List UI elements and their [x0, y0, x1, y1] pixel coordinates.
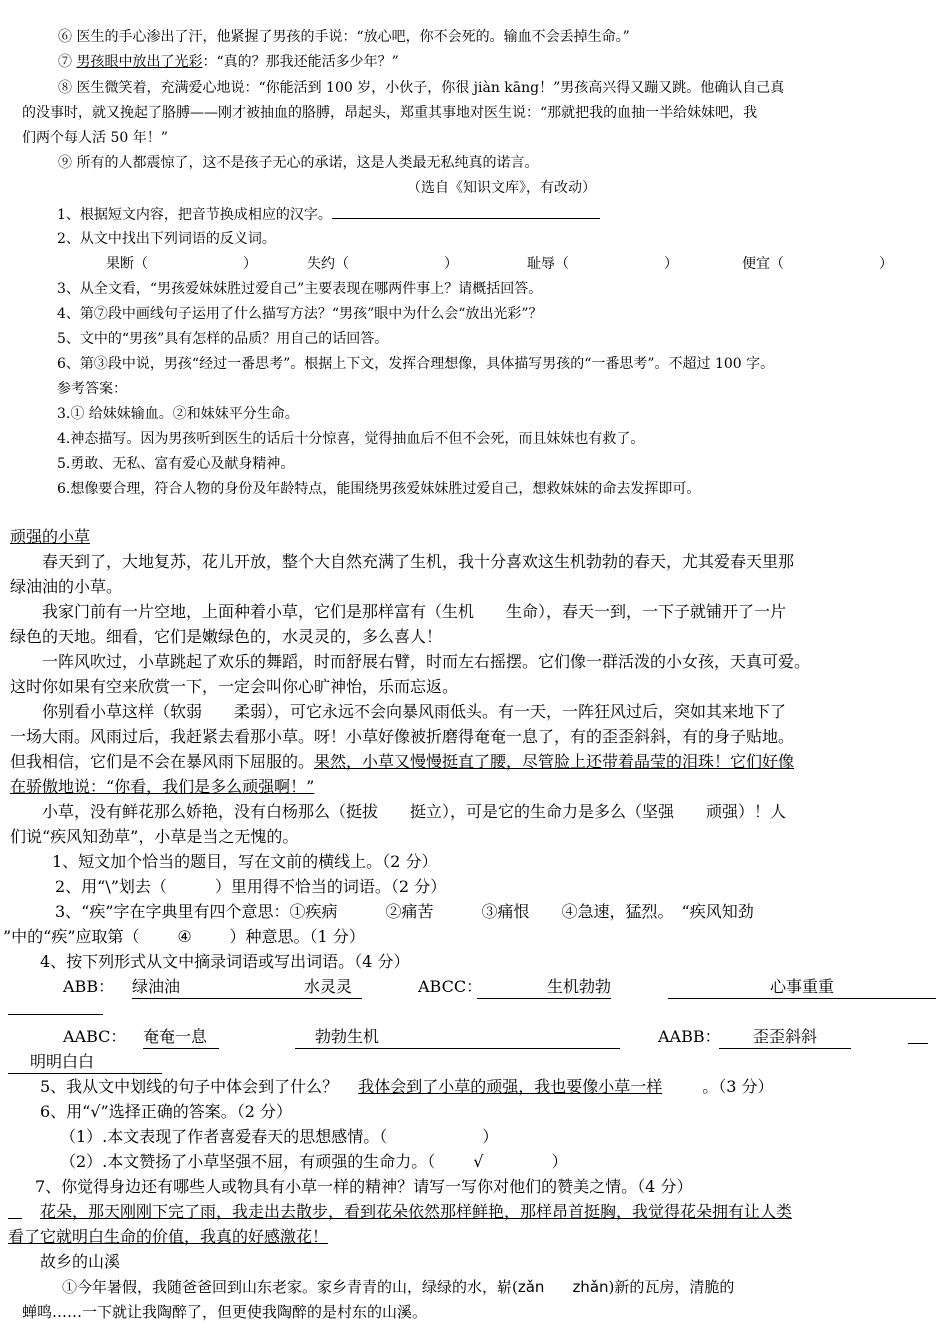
passage-2-line: [10, 776, 314, 798]
question-2: 2、从文中找出下列词语的反义词。: [57, 231, 276, 247]
abcc-answer-2[interactable]: [668, 976, 936, 999]
question-1-text: 1、根据短文内容，把音节换成相应的汉字。: [57, 207, 332, 223]
passage-3-title: 故乡的山溪: [40, 1252, 121, 1271]
abb-label: ABB：: [63, 977, 115, 996]
option-text: （2）.本文赞扬了小草坚强不屈，有顽强的生命力。（: [60, 1152, 436, 1171]
answer-text: 心事重重: [668, 976, 936, 999]
passage-2-line: 你别看小草这样（软弱 柔弱），可它永远不会向暴风雨低头。有一天，一阵狂风过后，突如其来地下了: [42, 702, 787, 721]
q6-option-2[interactable]: [60, 1151, 568, 1173]
paragraph-9: ⑨ 所有的人都震惊了，这不是孩子无心的承诺，这是人类最无私纯真的诺言。: [58, 155, 539, 171]
antonym-word: 便宜（: [742, 256, 784, 272]
p2-question-4: 4、按下列形式从文中摘录词语或写出词语。（4 分）: [40, 952, 410, 971]
aabb-label: AABB：: [658, 1027, 721, 1046]
antonym-3: [527, 254, 678, 274]
antonym-word: 失约（: [307, 256, 349, 272]
p2-question-1: 1、短文加个恰当的题目，写在文前的横线上。（2 分）: [52, 852, 438, 871]
p2-question-2: 2、用“\”划去（ ）里用得不恰当的词语。（2 分）: [55, 877, 447, 896]
aabc-label: AABC：: [63, 1027, 127, 1046]
aabb-answer-1[interactable]: [719, 1026, 851, 1049]
question-4: 4、第⑦段中画线句子运用了什么描写方法？“男孩”眼中为什么会“放出光彩”？: [57, 306, 543, 322]
pinyin-option: zǎn: [517, 1278, 545, 1296]
q7-answer-line1[interactable]: [40, 1201, 792, 1223]
abb-answer-1[interactable]: [132, 976, 304, 999]
text: )新的瓦房，清脆的: [608, 1278, 735, 1296]
option-text: （1）.本文表现了作者喜爱春天的思想感情。（: [60, 1127, 388, 1146]
underlined-sentence: 在骄傲地说：“你看，我们是多么顽强啊！”: [10, 777, 315, 796]
antonym-1: [106, 254, 257, 274]
underlined-sentence: 果然，小草又慢慢挺直了腰，尽管脸上还带着晶莹的泪珠！它们好像: [314, 752, 795, 771]
source-note: （选自《知识文库》，有改动）: [407, 180, 596, 196]
passage-2-line: 绿色的天地。细看，它们是嫩绿色的，水灵灵的，多么喜人！: [10, 627, 443, 646]
paragraph-8-line3: 们两个每人活 50 年！”: [22, 130, 168, 146]
abb-answer-2[interactable]: [304, 976, 362, 999]
paren-close: ）: [879, 256, 893, 272]
q5-text: 5、我从文中划线的句子中体会到了什么？: [40, 1077, 339, 1096]
passage-2-line: [10, 751, 794, 773]
paren-close: ）: [551, 1152, 568, 1171]
abcc-answer-1[interactable]: [477, 976, 611, 999]
plain-text: 但我相信，它们是不会在暴风雨下屈服的。: [10, 752, 315, 771]
paragraph-6: ⑥ 医生的手心渗出了汗，他紧握了男孩的手说：“放心吧，你不会死的。输血不会丢掉生命。”: [58, 29, 630, 45]
abcc-answer-2-continuation: [8, 1014, 103, 1015]
p7-suffix: ：“真的？那我还能活多少年？”: [202, 54, 399, 70]
answer-3: 3.① 给妹妹输血。②和妹妹平分生命。: [57, 406, 299, 422]
paren-close: ）: [664, 256, 678, 272]
reference-answers-label: 参考答案：: [57, 381, 127, 397]
passage-2-line: 这时你如果有空来欣赏一下，一定会叫你心旷神怡，乐而忘返。: [10, 677, 459, 696]
answer-text: 勃勃生机: [295, 1026, 620, 1049]
answer-text: 水灵灵: [304, 976, 362, 999]
answer-text: 歪歪斜斜: [719, 1026, 851, 1049]
paragraph-8-line2: 的没事时，就又挽起了胳膊——刚才被抽血的胳膊，昂起头，郑重其事地对医生说：“那就把我的血抽一半给妹妹吧，我: [22, 105, 758, 121]
p7-prefix: ⑦: [58, 54, 77, 70]
question-1: [57, 204, 600, 225]
p2-question-6: 6、用“√”选择正确的答案。（2 分）: [40, 1102, 293, 1121]
q5-text: 。（3 分）: [702, 1077, 774, 1096]
q6-option-1[interactable]: [60, 1126, 498, 1148]
paren-close: ）: [444, 256, 458, 272]
q7-answer-lead-blank: [8, 1218, 22, 1219]
answer-text: 明明白白: [8, 1051, 162, 1074]
antonym-2: [307, 254, 458, 274]
answer-text: 绿油油: [132, 976, 304, 999]
answer-text: 生机勃勃: [477, 976, 611, 999]
antonym-4: [742, 254, 893, 274]
q5-answer[interactable]: 我体会到了小草的顽强，我也要像小草一样: [358, 1077, 663, 1096]
passage-2-line: 一阵风吹过，小草跳起了欢乐的舞蹈，时而舒展右臂，时而左右摇摆。它们像一群活泼的小女孩，天真可爱。: [42, 652, 811, 671]
answer-text: 花朵，那天刚刚下完了雨，我走出去散步，看到花朵依然那样鲜艳，那样昂首挺胸，我觉得花朵拥有让人类: [40, 1202, 793, 1221]
paren-close: ）: [243, 256, 257, 272]
aabb-answer-2-blank: [908, 1043, 928, 1044]
q3-text: ）种意思。（1 分）: [229, 927, 365, 946]
pinyin-option: zhǎn: [572, 1278, 609, 1296]
question-5: 5、文中的“男孩”具有怎样的品质？用自己的话回答。: [57, 331, 389, 347]
passage-2-line: 小草，没有鲜花那么娇艳，没有白杨那么（挺拔 挺立），可是它的生命力是多么（坚强 顽强）！人: [42, 802, 787, 821]
p2-question-3-line2: [3, 926, 365, 948]
passage-3-line2: 蝉鸣……一下就让我陶醉了，但更使我陶醉的是村东的山溪。: [22, 1303, 428, 1321]
paragraph-8-line1: ⑧ 医生微笑着，充满爱心地说：“你能活到 100 岁，小伙子，你很 jiàn kāng！”男孩高兴得又蹦又跳。他确认自己真: [58, 80, 785, 96]
paragraph-7: [58, 52, 399, 72]
answer-4: 4.神态描写。因为男孩听到医生的话后十分惊喜，觉得抽血后不但不会死，而且妹妹也有救了。: [57, 431, 645, 447]
q3-text: ”中的“疾”应取第（: [3, 927, 140, 946]
antonym-word: 果断（: [106, 256, 148, 272]
passage-2-line: 们说“疾风知劲草”，小草是当之无愧的。: [10, 827, 299, 846]
passage-2-line: 我家门前有一片空地，上面种着小草，它们是那样富有（生机 生命），春天一到，一下子就铺开了一片: [42, 602, 787, 621]
text: ①今年暑假，我随爸爸回到山东老家。家乡青青的山，绿绿的水，崭(: [62, 1278, 518, 1296]
p7-underlined-sentence: 男孩眼中放出了光彩: [76, 54, 203, 70]
answer-text: 奄奄一息: [143, 1026, 219, 1049]
answer-blank[interactable]: [332, 204, 600, 219]
q3-answer[interactable]: ④: [177, 927, 192, 946]
antonym-word: 耻辱（: [527, 256, 569, 272]
p2-question-3-line1: 3、“疾”字在字典里有四个意思：①疾病 ②痛苦 ③痛恨 ④急速，猛烈。 “疾风知劲: [55, 902, 754, 921]
aabc-answer-1[interactable]: [143, 1026, 219, 1049]
p2-question-7: 7、你觉得身边还有哪些人或物具有小草一样的精神？请写一写你对他们的赞美之情。（4 分）: [35, 1177, 693, 1196]
passage-2-title: [10, 526, 90, 548]
paren-close: ）: [482, 1127, 499, 1146]
passage-2-line: 一场大雨。风雨过后，我赶紧去看那小草。呀！小草好像被折磨得奄奄一息了，有的歪歪斜斜，有的身子贴地。: [10, 727, 795, 746]
passage-2-line: 春天到了，大地复苏，花儿开放，整个大自然充满了生机，我十分喜欢这生机勃勃的春天，尤其爱春天里那: [42, 552, 795, 571]
passage-3-line1: [62, 1277, 734, 1297]
answer-text: 看了它就明白生命的价值，我真的好感激花！: [8, 1227, 329, 1246]
passage-2-line: 绿油油的小草。: [10, 577, 123, 596]
p2-question-5: [40, 1076, 773, 1098]
abcc-label: ABCC：: [418, 977, 483, 996]
answer-5: 5.勇敢、无私、富有爱心及献身精神。: [57, 456, 295, 472]
aabc-answer-2[interactable]: [295, 1026, 620, 1049]
q7-answer-line2[interactable]: [8, 1226, 328, 1248]
aabb-answer-2[interactable]: [8, 1051, 162, 1074]
checkmark: √: [473, 1152, 484, 1171]
answer-6: 6.想像要合理，符合人物的身份及年龄特点，能围绕男孩爱妹妹胜过爱自己，想救妹妹的命去发挥即可。: [57, 481, 701, 497]
question-6: 6、第③段中说，男孩“经过一番思考”。根据上下文，发挥合理想像，具体描写男孩的“一番思考”。不超过 100 字。: [57, 356, 775, 372]
question-3: 3、从全文看，“男孩爱妹妹胜过爱自己”主要表现在哪两件事上？请概括回答。: [57, 281, 543, 297]
title-text: 顽强的小草: [10, 527, 91, 546]
